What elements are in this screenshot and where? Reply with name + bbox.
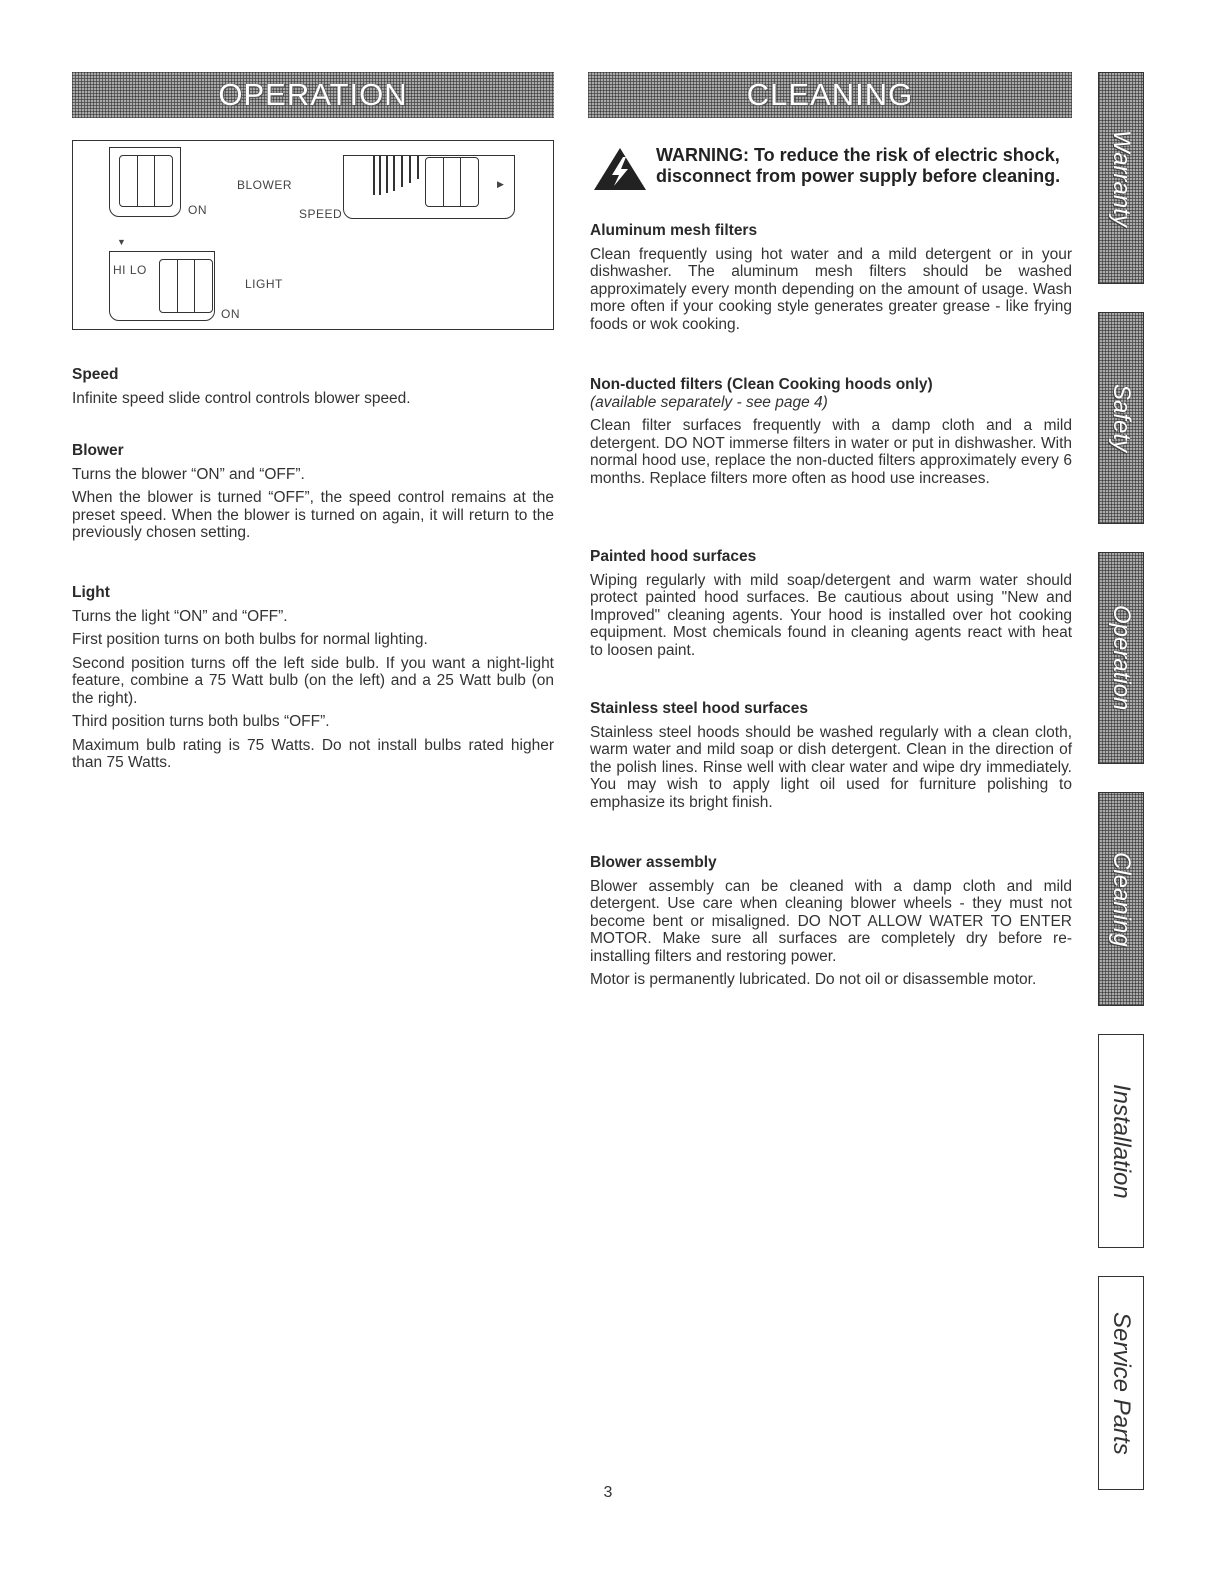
nonducted-filters-heading: Non-ducted filters (Clean Cooking hoods only) (590, 376, 933, 393)
stainless-surfaces-heading: Stainless steel hood surfaces (590, 700, 808, 717)
light-text-1: Turns the light “ON” and “OFF”. (72, 607, 288, 625)
speed-heading: Speed (72, 366, 119, 383)
warning-line-1: WARNING: To reduce the risk of electric shock, (656, 145, 1060, 165)
painted-surfaces-section (590, 548, 1072, 665)
tab-safety-label: Safety (1108, 383, 1135, 453)
aluminum-filters-text: Clean frequently using hot water and a mild detergent or in your dishwasher. The aluminum mesh filters should be washed approximately every month depending on the amount of usage. Wash more often if your cooking style generates greater grease - like frying foods or wok cooking. (590, 245, 1072, 333)
blower-assembly-text-2: Motor is permanently lubricated. Do not oil or disassemble motor. (590, 971, 1037, 988)
tab-installation[interactable] (1098, 1034, 1144, 1248)
nonducted-filters-section (590, 376, 1072, 493)
nonducted-filters-text: Clean filter surfaces frequently with a damp cloth and a mild detergent. DO NOT immerse filters in water or put in dishwasher. With normal hood use, replace the non-ducted filters approximately every 6 months. Replace filters more often as hood use increases. (590, 417, 1072, 487)
page-number: 3 (603, 1484, 613, 1501)
blower-heading: Blower (72, 442, 124, 459)
operation-banner (72, 72, 554, 118)
blower-assembly-heading: Blower assembly (590, 854, 717, 871)
light-label: LIGHT (245, 277, 283, 291)
operation-banner-title: OPERATION (218, 77, 408, 112)
blower-label: BLOWER (237, 178, 293, 192)
cleaning-banner-title: CLEANING (746, 77, 914, 112)
light-pointer-icon: ▼ (117, 237, 127, 247)
speed-label: SPEED (299, 207, 343, 221)
blower-text-2: When the blower is turned “OFF”, the speed control remains at the preset speed. When the blower is turned on again, it will return to the previously chosen setting. (72, 489, 554, 541)
blower-on-label: ON (188, 203, 207, 217)
speed-arrow-icon: ▶ (497, 179, 505, 189)
light-text-4: Third position turns both bulbs “OFF”. (72, 713, 330, 730)
blower-assembly-text-1: Blower assembly can be cleaned with a damp cloth and mild detergent. Use care when cleaning blower wheels - they must not become bent or misaligned. DO NOT ALLOW WATER TO ENTER MOTOR. Make sure all surfaces are completely dry before re-installing filters and restoring power. (590, 877, 1072, 965)
tab-safety[interactable] (1098, 312, 1144, 524)
tab-cleaning-label: Cleaning (1108, 851, 1135, 947)
speed-slider-knob (425, 157, 479, 207)
stainless-surfaces-section (590, 700, 1072, 817)
tab-warranty-label: Warranty (1108, 129, 1135, 227)
tab-service-parts-label: Service Parts (1108, 1311, 1135, 1455)
tab-cleaning[interactable] (1098, 792, 1144, 1006)
painted-surfaces-heading: Painted hood surfaces (590, 548, 757, 565)
speed-text: Infinite speed slide control controls blower speed. (72, 389, 411, 407)
light-section (72, 584, 554, 778)
light-text-2: First position turns on both bulbs for normal lighting. (72, 631, 428, 648)
speed-section (72, 366, 554, 413)
tab-installation-label: Installation (1108, 1083, 1135, 1199)
light-rocker-switch (159, 259, 213, 313)
aluminum-filters-section (590, 222, 1072, 339)
light-on-label: ON (221, 307, 240, 321)
tab-operation[interactable] (1098, 552, 1144, 764)
blower-assembly-section (590, 854, 1072, 995)
light-text-3: Second position turns off the left side bulb. If you want a night-light feature, combine a 75 Watt bulb (on the left) and a 25 Watt bulb (on the right). (72, 654, 554, 707)
light-hi-lo-label: HI LO (113, 263, 147, 277)
control-panel-diagram (72, 140, 554, 330)
tab-service-parts[interactable] (1098, 1276, 1144, 1490)
blower-rocker-switch (119, 155, 173, 207)
stainless-surfaces-text: Stainless steel hoods should be washed regularly with a clean cloth, warm water and mild soap or dish detergent. Clean in the direction of the polish lines. Rinse well with clear water and wipe dry immediately. You may wish to apply light oil used for furniture polishing to emphasize its bright finish. (590, 723, 1072, 811)
blower-section (72, 442, 554, 548)
tab-warranty[interactable] (1098, 72, 1144, 284)
light-heading: Light (72, 584, 110, 601)
aluminum-filters-heading: Aluminum mesh filters (590, 222, 758, 239)
warning-shock-icon (592, 146, 648, 192)
painted-surfaces-text: Wiping regularly with mild soap/detergent and warm water should protect painted hood surfaces. Be cautious about using "New and Improved" cleaning agents. Your hood is installed over hot cooking equipment. Most chemicals found in cleaning agents react with heat to loosen paint. (590, 571, 1072, 659)
nonducted-filters-subtitle: (available separately - see page 4) (590, 393, 828, 411)
blower-text-1: Turns the blower “ON” and “OFF”. (72, 465, 305, 483)
light-text-5: Maximum bulb rating is 75 Watts. Do not install bulbs rated higher than 75 Watts. (72, 736, 554, 771)
tab-operation-label: Operation (1108, 605, 1135, 711)
warning-text (656, 145, 1076, 187)
cleaning-banner (588, 72, 1072, 118)
warning-line-2: disconnect from power supply before cleaning. (656, 166, 1061, 186)
